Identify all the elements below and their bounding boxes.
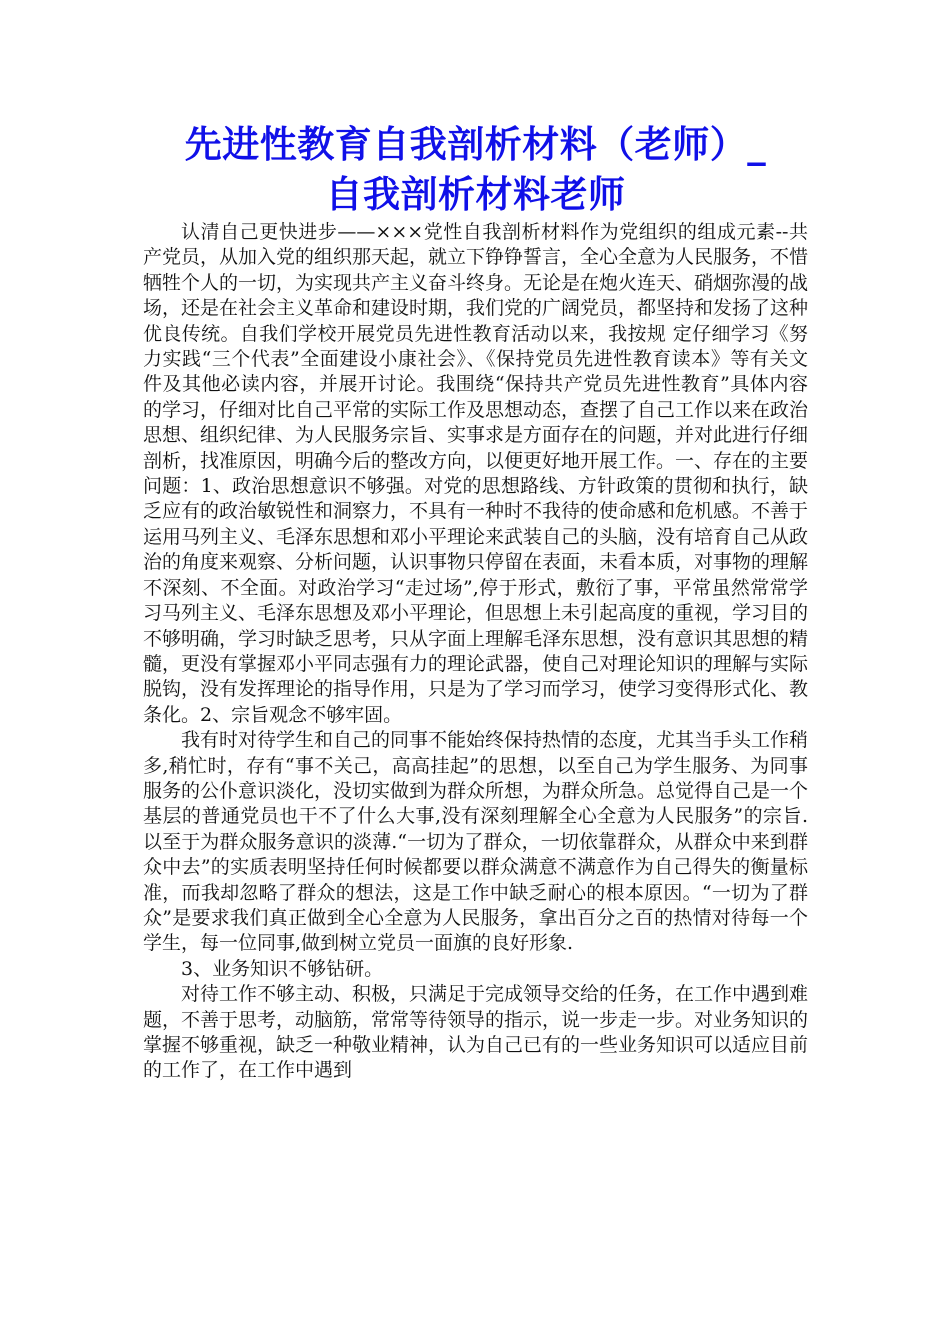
document-title <box>143 120 808 220</box>
document-page <box>143 120 808 1084</box>
paragraph-2: 我有时对待学生和自己的同事不能始终保持热情的态度，尤其当手头工作稍多,稍忙时，存有“事不关己，高高挂起”的思想，以至自己为学生服务、为同事服务的公仆意识淡化，没切实做到为群众所想，为群众所急。总觉得自己是一个基层的普通党员也干不了什么大事,没有深刻理解全心全意为人民服务”的宗旨.以至于为群众服务意识的淡薄.“一切为了群众，一切依靠群众，从群众中来到群众中去”的实质表明坚持任何时候都要以群众满意不满意作为自己得失的衡量标准，而我却忽略了群众的想法，这是工作中缺乏耐心的根本原因。“一切为了群众”是要求我们真正做到全心全意为人民服务，拿出百分之百的热情对待每一个学生，每一位同事,做到树立党员一面旗的良好形象. <box>143 729 809 955</box>
title-line-1: 先进性教育自我剖析材料（老师）_ <box>184 123 767 166</box>
paragraph-3: 3、业务知识不够钻研。 <box>181 957 384 980</box>
title-line-2: 自我剖析材料老师 <box>325 173 626 216</box>
paragraph-4: 对待工作不够主动、积极，只满足于完成领导交给的任务，在工作中遇到难题，不善于思考，动脑筋，常常等待领导的指示，说一步走一步。对业务知识的掌握不够重视，缺乏一种敬业精神，认为自己已有的一些业务知识可以适应目前的工作了，在工作中遇到 <box>143 983 809 1082</box>
paragraph-1: 认清自己更快进步——×××党性自我剖析材料作为党组织的组成元素--共产党员，从加入党的组织那天起，就立下铮铮誓言，全心全意为人民服务，不惜牺牲个人的一切，为实现共产主义奋斗终身。无论是在炮火连天、硝烟弥漫的战场，还是在社会主义革命和建设时期，我们党的广阔党员，都坚持和发扬了这种优良传统。自我们学校开展党员先进性教育活动以来，我按规 定仔细学习《努力实践“三个代表”全面建设小康社会》、《保持党员先进性教育读本》等有关文件及其他必读内容，并展开讨论。我围绕“保持共产党员先进性教育”具体内容的学习，仔细对比自己平常的实际工作及思想动态，查摆了自己工作以来在政治思想、组织纪律、为人民服务宗旨、实事求是方面存在的问题，并对此进行仔细剖析，找准原因，明确今后的整改方向，以便更好地开展工作。一、存在的主要问题：1、政治思想意识不够强。对党的思想路线、方针政策的贯彻和执行，缺乏应有的政治敏锐性和洞察力，不具有一种时不我待的使命感和危机感。不善于运用马列主义、毛泽东思想和邓小平理论来武装自己的头脑，没有培育自己从政治的角度来观察、分析问题，认识事物只停留在表面，未看本质，对事物的理解不深刻、不全面。对政治学习“走过场”,停于形式，敷衍了事，平常虽然常常学习马列主义、毛泽东思想及邓小平理论，但思想上未引起高度的重视，学习目的不够明确，学习时缺乏思考，只从字面上理解毛泽东思想，没有意识其思想的精髓，更没有掌握邓小平同志强有力的理论武器，使自己对理论知识的理解与实际脱钩，没有发挥理论的指导作用，只是为了学习而学习，使学习变得形式化、教条化。2、宗旨观念不够牢固。 <box>143 221 809 726</box>
